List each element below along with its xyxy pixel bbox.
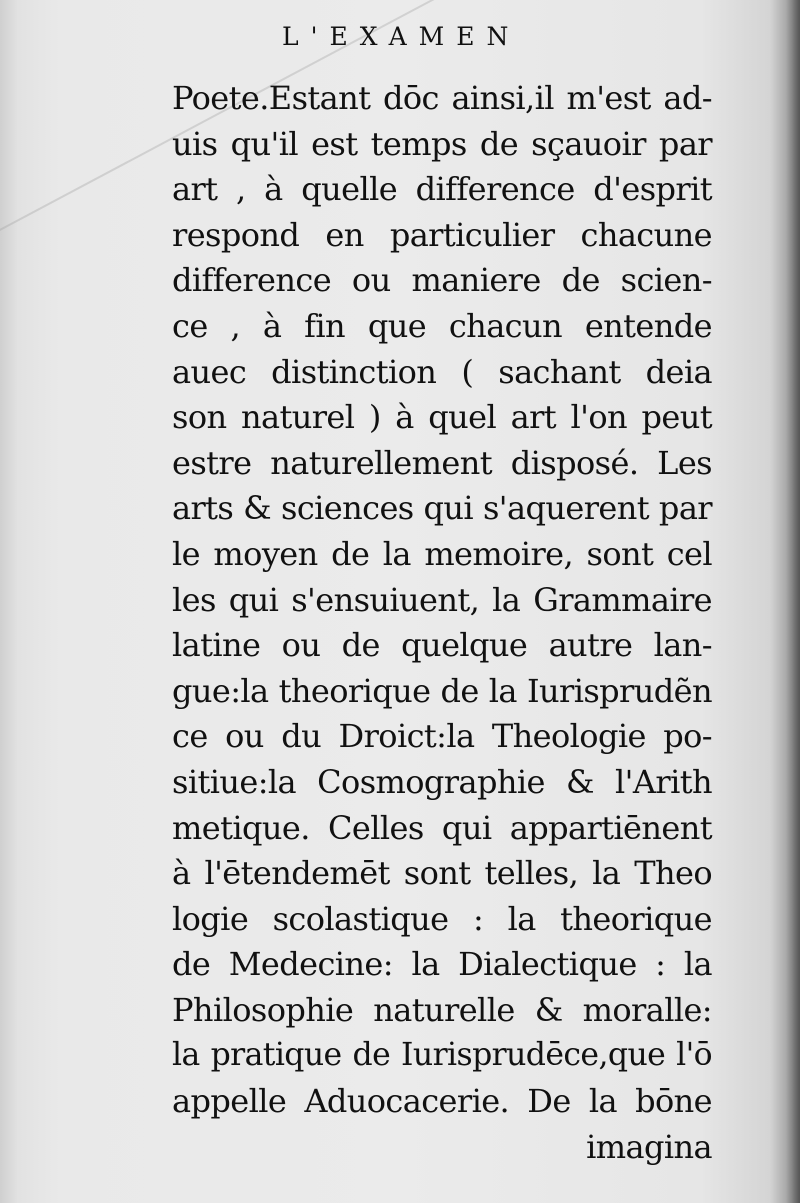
page-edge-shadow [786, 0, 800, 1203]
text-line: son naturel ) à quel art l'on peut [172, 398, 712, 437]
text-line: gue:la theorique de la Iurisprudẽn [172, 671, 712, 710]
text-line: sitiue:la Cosmographie & l'Arith [172, 762, 712, 801]
text-line: la pratique de Iurisprudēce,que l'ō [172, 1037, 712, 1074]
text-line: Philosophie naturelle & moralle: [172, 990, 712, 1029]
text-line: respond en particulier chacune [172, 215, 712, 254]
text-line: logie scolastique : la theorique [172, 899, 712, 938]
text-line: de Medecine: la Dialectique : la [172, 945, 712, 984]
text-line: auec distinction ( sachant deia [172, 352, 712, 391]
text-line: art , à quelle difference d'esprit [172, 170, 712, 209]
running-head: L'EXAMEN [282, 22, 521, 51]
text-line: appelle Aduocacerie. De la bōne [172, 1082, 712, 1121]
body-text [172, 76, 712, 1170]
text-line: ce , à fin que chacun entende [172, 306, 712, 345]
text-line: à l'ētendemēt sont telles, la Theo [172, 854, 712, 893]
text-line: arts & sciences qui s'aquerent par [172, 489, 712, 528]
text-line: estre naturellement disposé. Les [172, 443, 712, 482]
text-line: les qui s'ensuiuent, la Grammaire [172, 580, 712, 619]
text-line: uis qu'il est temps de sçauoir par [172, 124, 712, 163]
text-line: le moyen de la memoire, sont cel [172, 534, 712, 573]
catchword: imagina [586, 1127, 712, 1166]
text-line: metique. Celles qui appartiēnent [172, 808, 712, 847]
text-line: latine ou de quelque autre lan- [172, 626, 712, 665]
text-line: ce ou du Droict:la Theologie po- [172, 717, 712, 756]
text-line: Poete.Estant dōc ainsi,il m'est ad- [172, 79, 712, 117]
text-line: difference ou maniere de scien- [172, 261, 712, 300]
